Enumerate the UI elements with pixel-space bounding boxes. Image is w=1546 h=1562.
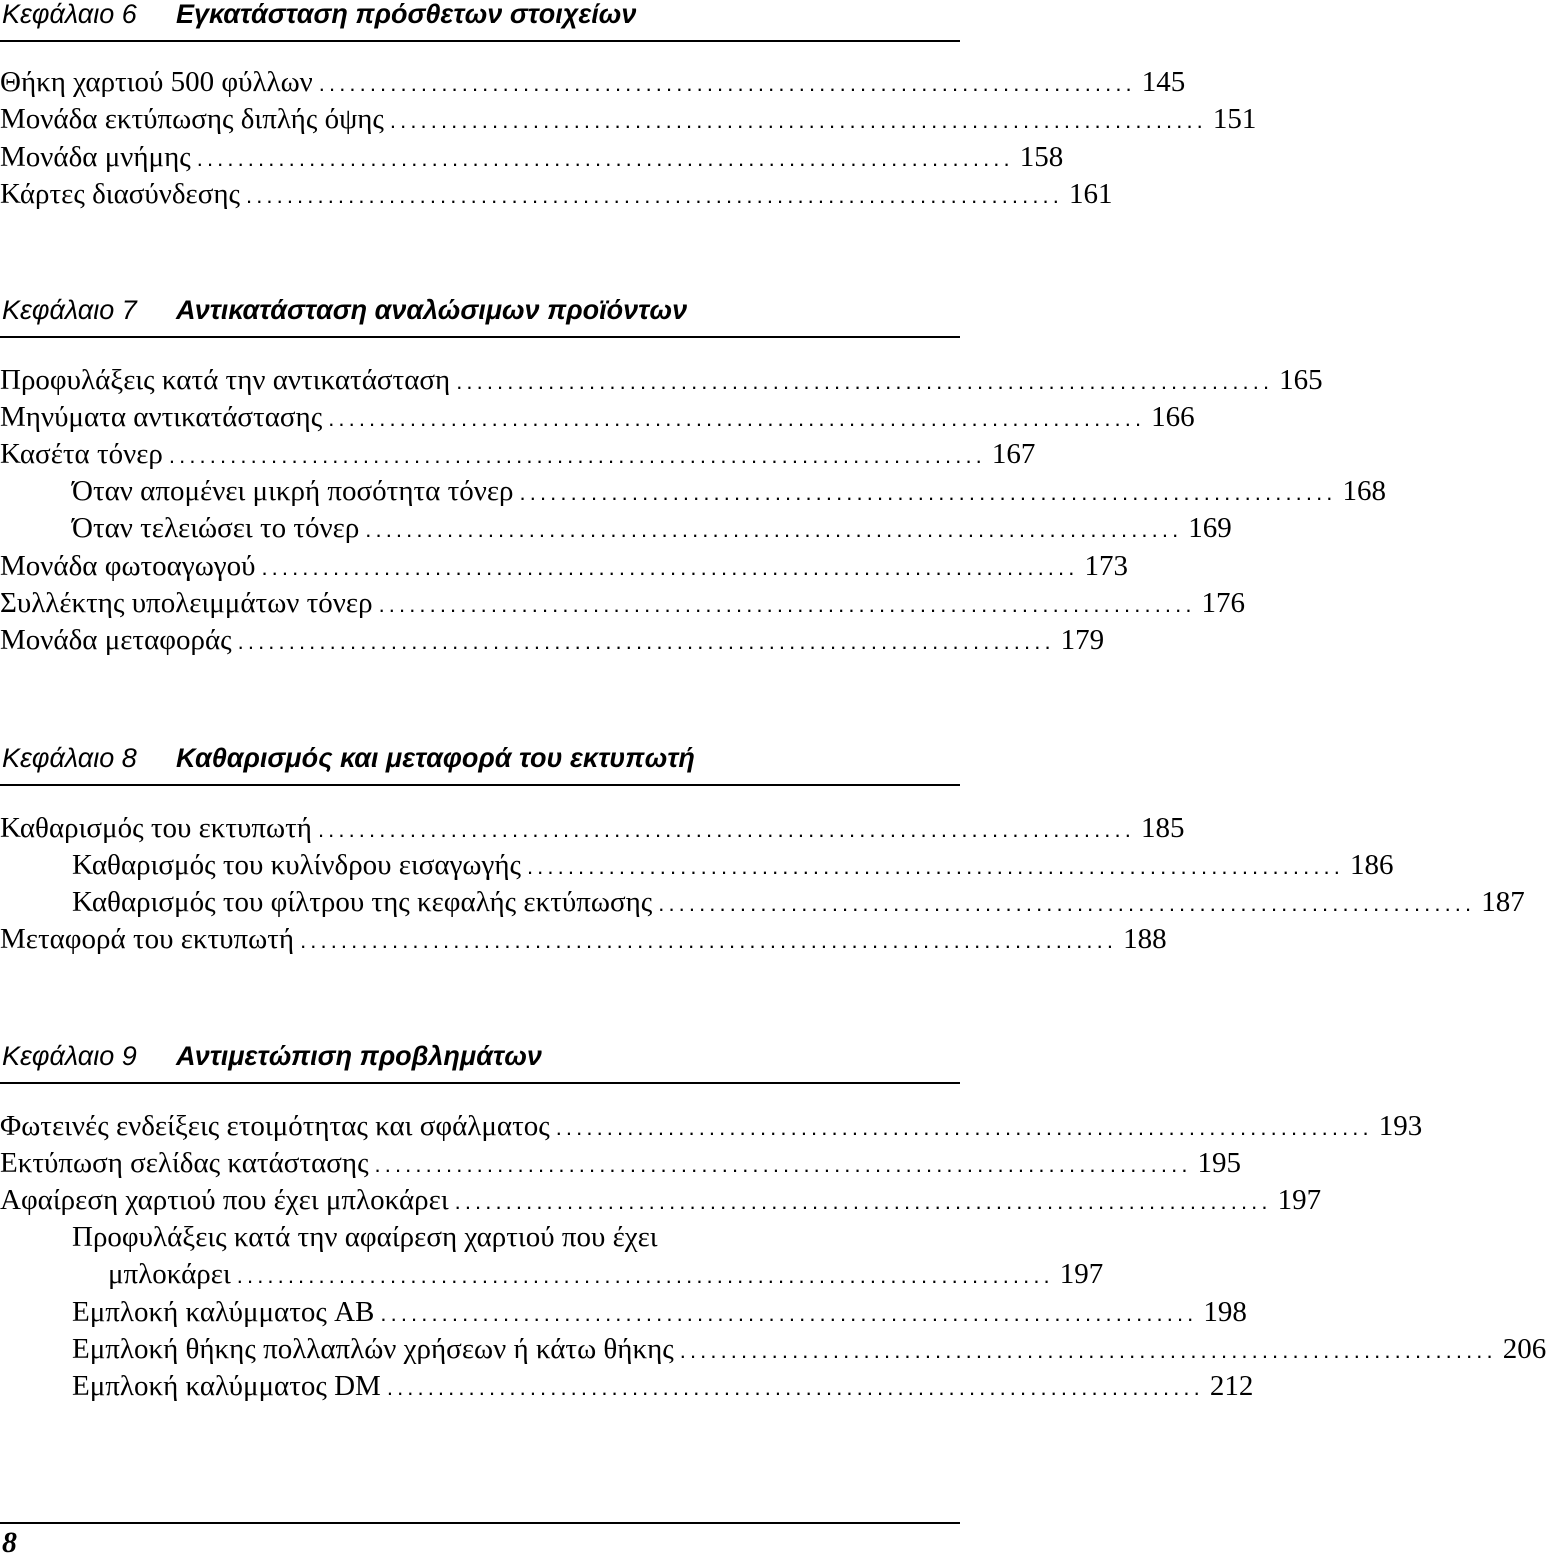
toc-entry-label: Εμπλοκή καλύμματος DM: [72, 1370, 381, 1402]
toc-page-number: 169: [1188, 512, 1232, 544]
toc-page-number: 187: [1481, 886, 1525, 918]
toc-page-number: 185: [1140, 812, 1185, 844]
dot-leader: ................................................................................: [236, 1263, 1054, 1288]
toc-entry-label-continuation: μπλοκάρει: [108, 1258, 231, 1290]
toc-entry-label: Καθαρισμός του εκτυπωτή: [0, 812, 312, 844]
dot-leader: ................................................................................: [380, 1301, 1198, 1326]
toc-entry[interactable]: [0, 1183, 1322, 1217]
toc-entry-label: Όταν απομένει μικρή ποσότητα τόνερ: [72, 475, 514, 507]
toc-entry-label: Μεταφορά του εκτυπωτή: [0, 923, 295, 955]
dot-leader: ................................................................................: [300, 928, 1118, 953]
toc-entry-label: Μονάδα εκτύπωσης διπλής όψης: [0, 103, 384, 135]
toc-page-number: 166: [1151, 401, 1195, 433]
chapter-title: Καθαρισμός και μεταφορά του εκτυπωτή: [176, 743, 695, 773]
toc-page-number: 151: [1212, 103, 1257, 135]
chapter-8-section: [0, 743, 1525, 955]
chapter-number: Κεφάλαιο 8: [2, 743, 137, 773]
dot-leader: ................................................................................: [374, 1152, 1192, 1177]
toc-subentry[interactable]: [72, 1295, 1247, 1329]
toc-entry-label: Φωτεινές ενδείξεις ετοιμότητας και σφάλματος: [0, 1110, 550, 1142]
toc-page-number: 161: [1068, 178, 1113, 210]
toc-entry[interactable]: [0, 102, 1257, 136]
toc-page-number: 145: [1141, 66, 1186, 98]
dot-leader: ................................................................................: [658, 891, 1476, 916]
dot-leader: ................................................................................: [389, 108, 1207, 133]
toc-subentry[interactable]: [72, 474, 1386, 508]
toc-entry[interactable]: [0, 140, 1064, 174]
toc-entry-label: Εκτύπωση σελίδας κατάστασης: [0, 1147, 369, 1179]
toc-page-number: 186: [1349, 849, 1394, 881]
toc-entry[interactable]: [0, 1146, 1242, 1180]
toc-entry-label: Κάρτες διασύνδεσης: [0, 178, 240, 210]
toc-entry[interactable]: [0, 922, 1167, 956]
chapter-number: Κεφάλαιο 9: [2, 1041, 137, 1071]
toc-entry[interactable]: [0, 177, 1113, 211]
dot-leader: ................................................................................: [519, 480, 1337, 505]
toc-page-number: 167: [991, 438, 1036, 470]
toc-subentry-wrapped-label[interactable]: Προφυλάξεις κατά την αφαίρεση χαρτιού που έχει: [72, 1221, 658, 1253]
dot-leader: ................................................................................: [386, 1375, 1204, 1400]
toc-subentry[interactable]: [72, 1332, 1546, 1366]
toc-entry-label: Μονάδα μνήμης: [0, 141, 191, 173]
toc-entry-label: Όταν τελειώσει το τόνερ: [72, 512, 360, 544]
toc-subentry[interactable]: [72, 511, 1232, 545]
dot-leader: ................................................................................: [328, 406, 1146, 431]
toc-entry[interactable]: [0, 65, 1186, 99]
toc-page-number: 212: [1209, 1370, 1254, 1402]
chapter-heading: [0, 744, 960, 786]
toc-entry-label: Κασέτα τόνερ: [0, 438, 163, 470]
toc-entry-label: Συλλέκτης υπολειμμάτων τόνερ: [0, 587, 373, 619]
dot-leader: ................................................................................: [454, 1189, 1272, 1214]
dot-leader: ................................................................................: [679, 1338, 1497, 1363]
toc-subentry[interactable]: [72, 1369, 1254, 1403]
dot-leader: ................................................................................: [456, 369, 1274, 394]
dot-leader: ................................................................................: [317, 817, 1135, 842]
toc-page-number: 188: [1123, 923, 1167, 955]
toc-page-number: 179: [1060, 624, 1105, 656]
chapter-title: Αντιμετώπιση προβλημάτων: [176, 1041, 542, 1071]
dot-leader: ................................................................................: [378, 592, 1196, 617]
chapter-title: Εγκατάσταση πρόσθετων στοιχείων: [176, 0, 637, 29]
chapter-number: Κεφάλαιο 6: [2, 0, 137, 29]
toc-page-number: 198: [1203, 1296, 1247, 1328]
toc-page-number: 206: [1502, 1333, 1546, 1365]
toc-page-number: 195: [1197, 1147, 1242, 1179]
toc-entry[interactable]: [0, 811, 1185, 845]
toc-page-number: 168: [1342, 475, 1386, 507]
toc-entry-label: Μηνύματα αντικατάστασης: [0, 401, 323, 433]
chapter-9-section: [0, 1041, 1546, 1402]
toc-entry-label: Καθαρισμός του φίλτρου της κεφαλής εκτύπωσης: [72, 886, 653, 918]
page-footer: [0, 1522, 960, 1562]
toc-entry-label: Καθαρισμός του κυλίνδρου εισαγωγής: [72, 849, 521, 881]
toc-entry-label: Θήκη χαρτιού 500 φύλλων: [0, 66, 313, 98]
chapter-heading: [0, 296, 960, 338]
toc-page-number: 197: [1059, 1258, 1104, 1290]
toc-entry[interactable]: [0, 400, 1195, 434]
toc-entry-label: Μονάδα μεταφοράς: [0, 624, 232, 656]
toc-entry[interactable]: [0, 1109, 1423, 1143]
toc-entry[interactable]: [0, 549, 1128, 583]
toc-subentry[interactable]: [72, 885, 1525, 919]
toc-entry-label: Μονάδα φωτοαγωγού: [0, 550, 256, 582]
chapter-title: Αντικατάσταση αναλώσιμων προϊόντων: [176, 295, 688, 325]
toc-entry[interactable]: [0, 586, 1246, 620]
chapter-7-section: [0, 295, 1386, 656]
dot-leader: ................................................................................: [365, 517, 1183, 542]
footer-page-number: 8: [2, 1526, 17, 1559]
toc-page-number: 197: [1277, 1184, 1322, 1216]
chapter-heading: [0, 1042, 960, 1084]
toc-page-number: 176: [1201, 587, 1246, 619]
toc-page-number: 158: [1019, 141, 1064, 173]
toc-entry-label: Αφαίρεση χαρτιού που έχει μπλοκάρει: [0, 1184, 449, 1216]
dot-leader: ................................................................................: [168, 443, 986, 468]
toc-entry-label: Εμπλοκή καλύμματος AB: [72, 1296, 375, 1328]
toc-entry[interactable]: [0, 437, 1036, 471]
chapter-6-section: [0, 0, 1257, 210]
dot-leader: ................................................................................: [555, 1115, 1373, 1140]
toc-entry-label: Εμπλοκή θήκης πολλαπλών χρήσεων ή κάτω θήκης: [72, 1333, 674, 1365]
dot-leader: ................................................................................: [261, 555, 1079, 580]
chapter-heading: [0, 0, 960, 42]
toc-subentry[interactable]: [72, 848, 1394, 882]
toc-page-number: 173: [1084, 550, 1128, 582]
toc-entry[interactable]: [0, 623, 1105, 657]
toc-page-number: 165: [1279, 364, 1323, 396]
toc-entry-label: Προφυλάξεις κατά την αντικατάσταση: [0, 364, 451, 396]
chapter-number: Κεφάλαιο 7: [2, 295, 137, 325]
toc-subentry[interactable]: [108, 1257, 1104, 1291]
toc-page-number: 193: [1378, 1110, 1423, 1142]
dot-leader: ................................................................................: [237, 629, 1055, 654]
dot-leader: ................................................................................: [196, 146, 1014, 171]
dot-leader: ................................................................................: [526, 854, 1344, 879]
dot-leader: ................................................................................: [246, 183, 1063, 208]
dot-leader: ................................................................................: [318, 71, 1136, 96]
toc-entry[interactable]: [0, 363, 1323, 397]
